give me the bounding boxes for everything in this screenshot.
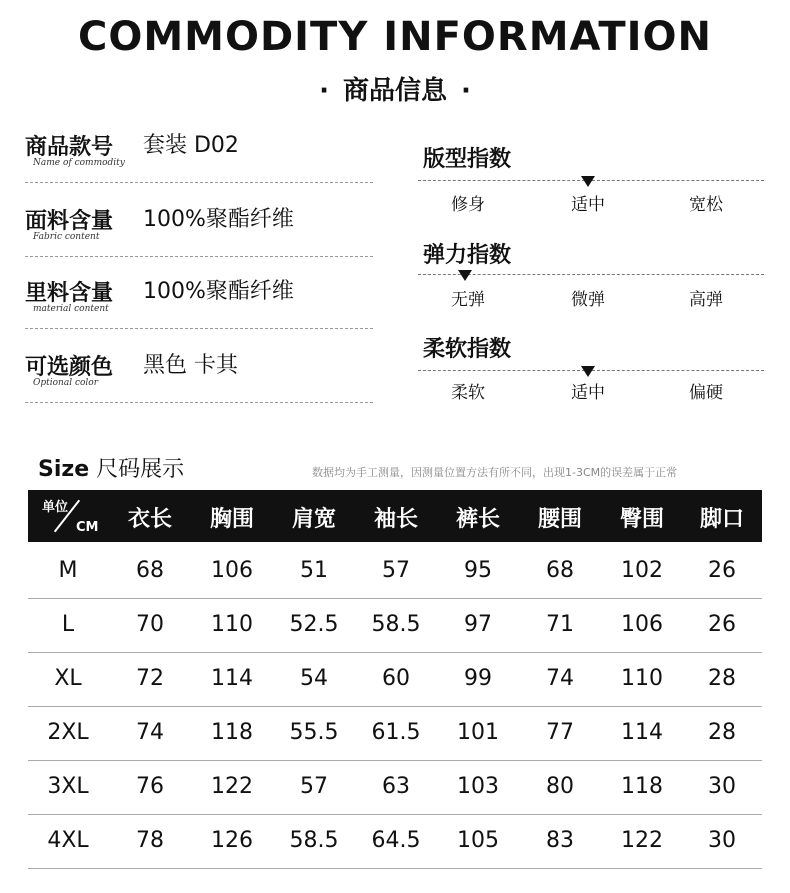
info-sublabel: Optional color (33, 378, 99, 388)
size-value-cell: 30 (708, 774, 736, 799)
size-label-cell: L (61, 612, 75, 637)
size-value-cell: 126 (211, 828, 253, 853)
size-value-cell: 118 (211, 720, 253, 745)
table-row (28, 706, 762, 761)
size-value-cell: 83 (546, 828, 574, 853)
index-option: 修身 (451, 195, 485, 215)
info-label: 里料含量 (25, 281, 114, 306)
info-row-lining (25, 270, 373, 329)
size-label-cell: M (58, 558, 78, 583)
size-value-cell: 26 (708, 612, 736, 637)
info-sublabel: Name of commodity (33, 158, 125, 168)
size-value-cell: 122 (621, 828, 663, 853)
column-header: 臀围 (619, 507, 664, 532)
info-row-style-no (25, 124, 373, 183)
index-option: 适中 (571, 195, 605, 215)
table-row (28, 598, 762, 653)
column-header: 衣长 (127, 507, 172, 532)
index-marker-softness (581, 366, 595, 377)
index-option: 柔软 (451, 383, 485, 403)
column-header: 腰围 (537, 507, 582, 532)
size-label-cell: XL (54, 666, 82, 691)
size-value-cell: 110 (211, 612, 253, 637)
size-value-cell: 80 (546, 774, 574, 799)
size-value-cell: 74 (136, 720, 164, 745)
size-value-cell: 52.5 (289, 612, 339, 637)
info-row-color (25, 344, 373, 403)
column-header: 胸围 (209, 507, 254, 532)
size-value-cell: 51 (300, 558, 328, 583)
size-label-cell: 2XL (47, 720, 89, 745)
size-title-cn: 尺码展示 (96, 457, 185, 482)
size-value-cell: 114 (211, 666, 253, 691)
size-value-cell: 57 (300, 774, 328, 799)
info-value: 套装 D02 (143, 133, 239, 158)
size-value-cell: 54 (300, 666, 328, 691)
index-option: 宽松 (689, 195, 723, 215)
index-title-stretch: 弹力指数 (423, 243, 512, 268)
subtitle-dot-left: · (319, 76, 329, 106)
size-value-cell: 72 (136, 666, 164, 691)
info-label: 可选颜色 (25, 355, 114, 380)
size-value-cell: 118 (621, 774, 663, 799)
size-value-cell: 68 (136, 558, 164, 583)
size-value-cell: 101 (457, 720, 499, 745)
size-value-cell: 70 (136, 612, 164, 637)
size-value-cell: 110 (621, 666, 663, 691)
index-option: 无弹 (451, 290, 485, 310)
index-title-fit: 版型指数 (423, 147, 512, 172)
table-row (28, 760, 762, 815)
column-header: 裤长 (455, 507, 500, 532)
index-option: 适中 (571, 383, 605, 403)
column-header: 肩宽 (291, 507, 336, 532)
size-value-cell: 78 (136, 828, 164, 853)
size-value-cell: 57 (382, 558, 410, 583)
info-sublabel: Fabric content (33, 232, 100, 242)
size-value-cell: 74 (546, 666, 574, 691)
subtitle-text: 商品信息 (342, 76, 447, 106)
size-label-cell: 3XL (47, 774, 89, 799)
index-option: 偏硬 (689, 383, 723, 403)
size-value-cell: 28 (708, 720, 736, 745)
index-marker-stretch (458, 270, 472, 281)
index-option: 微弹 (571, 290, 605, 310)
size-section-title (38, 452, 184, 483)
size-value-cell: 114 (621, 720, 663, 745)
size-value-cell: 58.5 (289, 828, 339, 853)
size-value-cell: 60 (382, 666, 410, 691)
size-value-cell: 30 (708, 828, 736, 853)
size-value-cell: 122 (211, 774, 253, 799)
size-title-en: Size (38, 457, 90, 482)
size-value-cell: 105 (457, 828, 499, 853)
info-value: 100%聚酯纤维 (143, 279, 294, 304)
table-row (28, 652, 762, 707)
index-marker-fit (581, 176, 595, 187)
unit-value: CM (76, 520, 99, 535)
size-value-cell: 95 (464, 558, 492, 583)
size-table-header (28, 490, 762, 542)
info-row-fabric (25, 198, 373, 257)
info-label: 面料含量 (25, 209, 114, 234)
index-option: 高弹 (689, 290, 723, 310)
size-value-cell: 63 (382, 774, 410, 799)
size-value-cell: 58.5 (371, 612, 421, 637)
column-header: 袖长 (373, 507, 418, 532)
column-header: 脚口 (699, 507, 744, 532)
table-row (28, 814, 762, 869)
page-subtitle (0, 70, 790, 107)
page-title: COMMODITY INFORMATION (77, 14, 713, 60)
info-value: 黑色 卡其 (143, 353, 238, 378)
size-value-cell: 28 (708, 666, 736, 691)
size-value-cell: 61.5 (371, 720, 421, 745)
size-value-cell: 64.5 (371, 828, 421, 853)
size-label-cell: 4XL (47, 828, 89, 853)
size-value-cell: 102 (621, 558, 663, 583)
size-note: 数据均为手工测量，因测量位置方法有所不同，出现1-3CM的误差属于正常 (312, 466, 678, 479)
info-value: 100%聚酯纤维 (143, 207, 294, 232)
info-label: 商品款号 (25, 135, 114, 160)
info-sublabel: material content (33, 304, 109, 314)
index-title-softness: 柔软指数 (423, 337, 512, 362)
size-value-cell: 68 (546, 558, 574, 583)
size-value-cell: 77 (546, 720, 574, 745)
size-value-cell: 76 (136, 774, 164, 799)
size-value-cell: 106 (211, 558, 253, 583)
size-value-cell: 26 (708, 558, 736, 583)
size-value-cell: 106 (621, 612, 663, 637)
size-value-cell: 55.5 (289, 720, 339, 745)
size-value-cell: 71 (546, 612, 574, 637)
size-value-cell: 103 (457, 774, 499, 799)
size-value-cell: 99 (464, 666, 492, 691)
unit-label: 单位 (42, 500, 69, 515)
size-value-cell: 97 (464, 612, 492, 637)
table-row (28, 544, 762, 599)
subtitle-dot-right: · (461, 76, 471, 106)
